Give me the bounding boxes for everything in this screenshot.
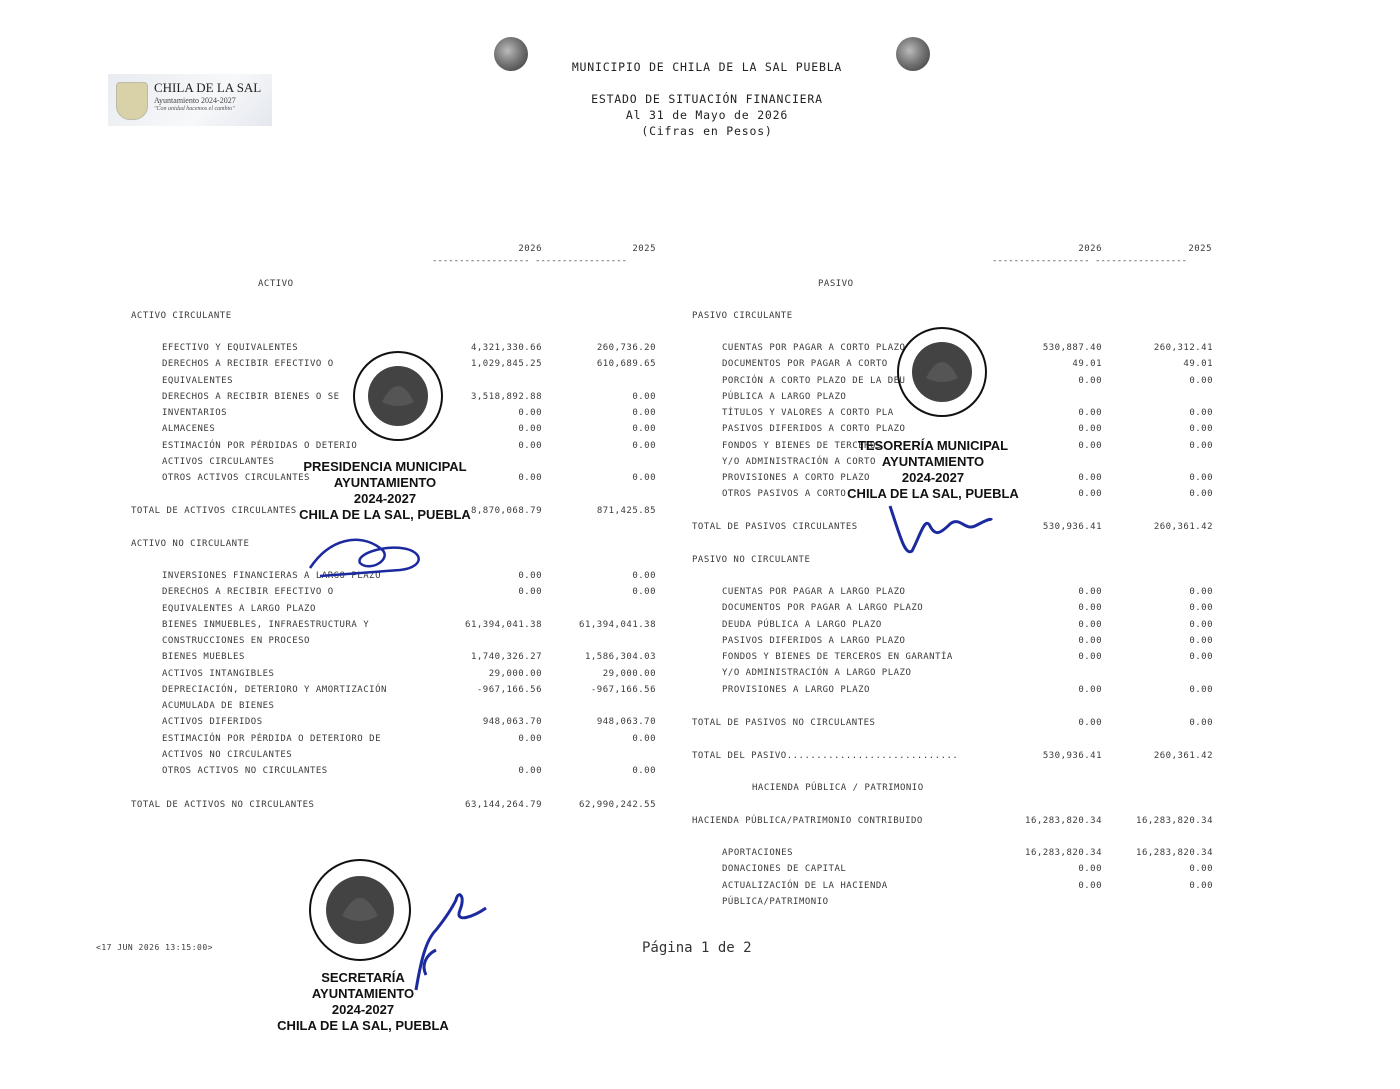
col-divider-left: ------------------ ----------------- [432, 256, 628, 266]
activo-nocirc-row-label: ACTIVOS DIFERIDOS [162, 717, 263, 728]
total-pasivo-label: TOTAL DEL PASIVO............................. [692, 751, 959, 761]
hacienda-row-value-2025: 16,283,820.34 [1136, 848, 1213, 858]
pasivo-nocirc-row-label: Y/O ADMINISTRACIÓN A LARGO PLAZO [722, 668, 912, 679]
signature-secretaria [396, 880, 496, 1000]
pasivo-nocirc-row-value-2025: 0.00 [1189, 684, 1213, 695]
activo-nocirc-row-value-2026: 61,394,041.38 [465, 619, 542, 630]
pasivo-circ-row-value-2026: 0.00 [1078, 424, 1102, 435]
pasivo-circ-row-label: PROVISIONES A CORTO PLAZO [722, 473, 870, 483]
activo-nocirc-row-label: ESTIMACIÓN POR PÉRDIDA O DETERIORO DE [162, 733, 381, 744]
col-year-2026-left: 2026 [518, 244, 542, 254]
activo-nocirc-row-label: EQUIVALENTES A LARGO PLAZO [162, 603, 316, 614]
activo-nocirc-row-label: ACTIVOS NO CIRCULANTES [162, 749, 293, 760]
stamp-tesoreria [838, 438, 1028, 502]
activo-nocirc-row-value-2026: 0.00 [518, 766, 542, 776]
activo-circ-row-value-2025: 0.00 [632, 424, 656, 435]
stamp-line: CHILA DE LA SAL, PUEBLA [277, 1018, 449, 1033]
activo-nocirc-row-label: ACTIVOS INTANGIBLES [162, 668, 275, 679]
stamp-presidencia [290, 459, 480, 523]
stamp-line: CHILA DE LA SAL, PUEBLA [299, 507, 471, 522]
col-year-2025-left: 2025 [632, 244, 656, 254]
pasivo-circ-row-value-2025: 0.00 [1189, 408, 1213, 418]
activo-circ-row-value-2026: 3,518,892.88 [470, 391, 542, 402]
hacienda-row-label: ACTUALIZACIÓN DE LA HACIENDA [722, 880, 888, 891]
logo-motto: "Con unidad hacemos el cambio" [154, 106, 235, 112]
hacienda-row-value-2026: 0.00 [1078, 880, 1102, 891]
logo-subtitle: Ayuntamiento 2024-2027 [154, 96, 236, 105]
activo-circ-row-value-2025: 610,689.65 [596, 359, 656, 370]
activo-circ-row-value-2026: 0.00 [518, 440, 542, 451]
pasivo-circ-row-label: PASIVOS DIFERIDOS A CORTO PLAZO [722, 424, 906, 435]
pasivo-nocirc-row-label: FONDOS Y BIENES DE TERCEROS EN GARANTÍA [722, 652, 953, 662]
pasivo-nocirc-row-value-2025: 0.00 [1189, 619, 1213, 630]
activo-circ-row-value-2026: 4,321,330.66 [470, 343, 542, 353]
activo-nocirc-row-label: BIENES INMUEBLES, INFRAESTRUCTURA Y [162, 619, 370, 630]
total-pasivos-circulantes-2025: 260,361.42 [1153, 522, 1213, 532]
hacienda-row-label: PÚBLICA/PATRIMONIO [722, 896, 829, 907]
pasivo-nocirc-row-label: PASIVOS DIFERIDOS A LARGO PLAZO [722, 635, 906, 646]
stamp-line: AYUNTAMIENTO [333, 475, 437, 490]
pasivo-nocirc-row-value-2026: 0.00 [1078, 684, 1102, 695]
activo-nocirc-row-value-2026: 29,000.00 [488, 668, 542, 679]
pasivo-nocirc-row-value-2026: 0.00 [1078, 652, 1102, 662]
total-pasivos-no-circulantes-label: TOTAL DE PASIVOS NO CIRCULANTES [692, 718, 876, 728]
activo-circ-row-value-2025: 0.00 [632, 473, 656, 483]
total-pasivos-no-circulantes-2025: 0.00 [1189, 718, 1213, 728]
activo-circ-row-label: ESTIMACIÓN POR PÉRDIDAS O DETERIO [162, 440, 358, 451]
pasivo-circ-row-label: OTROS PASIVOS A CORTO [722, 489, 847, 500]
total-pasivos-circulantes-2026: 530,936.41 [1042, 522, 1102, 532]
activo-nocirc-row-value-2026: 1,740,326.27 [470, 652, 542, 663]
print-timestamp: <17 JUN 2026 13:15:00> [96, 943, 213, 952]
total-pasivos-circulantes-label: TOTAL DE PASIVOS CIRCULANTES [692, 522, 858, 532]
activo-circ-row-label: DERECHOS A RECIBIR EFECTIVO O [162, 359, 334, 370]
pasivo-circ-row-value-2025: 0.00 [1189, 440, 1213, 451]
col-divider-right: ------------------ ----------------- [992, 256, 1188, 266]
activo-circ-row-value-2025: 0.00 [632, 408, 656, 418]
activo-heading: ACTIVO [258, 279, 294, 289]
pasivo-circ-row-label: Y/O ADMINISTRACIÓN A CORTO [722, 456, 876, 467]
report-title: ESTADO DE SITUACIÓN FINANCIERA [591, 92, 823, 106]
total-activos-no-circulantes-2026: 63,144,264.79 [465, 800, 542, 810]
pasivo-circ-row-label: FONDOS Y BIENES DE TERCEROS [722, 440, 882, 451]
pasivo-circ-row-label: TÍTULOS Y VALORES A CORTO PLA [722, 408, 894, 418]
hacienda-row-value-2026: 0.00 [1078, 864, 1102, 875]
activo-nocirc-row-label: INVERSIONES FINANCIERAS A LARGO PLAZO [162, 571, 381, 581]
municipio-title: MUNICIPIO DE CHILA DE LA SAL PUEBLA [571, 60, 843, 74]
pasivo-heading: PASIVO [818, 279, 854, 289]
hacienda-row-value-2025: 0.00 [1189, 880, 1213, 891]
col-year-2026-right: 2026 [1078, 244, 1102, 254]
stamp-line: TESORERÍA MUNICIPAL [857, 438, 1009, 453]
signature-tesoreria [880, 496, 1000, 566]
activo-circ-row-value-2025: 260,736.20 [596, 343, 656, 353]
activo-nocirc-row-label: CONSTRUCCIONES EN PROCESO [162, 636, 310, 646]
pasivo-nocirc-row-value-2026: 0.00 [1078, 619, 1102, 630]
col-year-2025-right: 2025 [1188, 244, 1212, 254]
activo-circ-row-label: ACTIVOS CIRCULANTES [162, 456, 275, 467]
activo-nocirc-row-label: DEPRECIACIÓN, DETERIORO Y AMORTIZACIÓN [162, 684, 387, 695]
activo-circ-row-label: EFECTIVO Y EQUIVALENTES [162, 343, 299, 353]
stamp-line: 2024-2027 [901, 470, 965, 485]
activo-nocirc-row-value-2026: 0.00 [518, 733, 542, 744]
pasivo-nocirc-row-label: CUENTAS POR PAGAR A LARGO PLAZO [722, 587, 906, 597]
total-activos-circulantes-label: TOTAL DE ACTIVOS CIRCULANTES [131, 506, 297, 516]
activo-circulante-heading: ACTIVO CIRCULANTE [131, 311, 232, 321]
activo-nocirc-row-value-2025: 948,063.70 [596, 717, 656, 728]
pasivo-circ-row-value-2025: 0.00 [1189, 473, 1213, 483]
activo-nocirc-row-label: BIENES MUEBLES [162, 652, 245, 663]
activo-nocirc-row-value-2025: 0.00 [632, 766, 656, 776]
activo-circ-row-value-2026: 0.00 [518, 473, 542, 483]
pasivo-circ-row-value-2025: 260,312.41 [1153, 343, 1213, 353]
activo-circ-row-value-2026: 0.00 [518, 424, 542, 435]
activo-circ-row-label: DERECHOS A RECIBIR BIENES O SE [162, 391, 340, 402]
pasivo-circ-row-value-2026: 49.01 [1072, 359, 1102, 370]
activo-nocirc-row-value-2026: 0.00 [518, 571, 542, 581]
pasivo-circ-row-value-2026: 0.00 [1078, 408, 1102, 418]
signature-presidencia [300, 528, 440, 588]
stamp-line: AYUNTAMIENTO [311, 986, 415, 1001]
activo-nocirc-row-value-2026: 948,063.70 [482, 717, 542, 728]
activo-circ-row-value-2025: 0.00 [632, 391, 656, 402]
logo-name: CHILA DE LA SAL [154, 80, 262, 95]
activo-nocirc-row-value-2025: 61,394,041.38 [579, 619, 656, 630]
pasivo-circ-row-value-2025: 0.00 [1189, 424, 1213, 435]
activo-circ-row-value-2025: 0.00 [632, 440, 656, 451]
stamp-line: SECRETARÍA [321, 970, 405, 985]
hacienda-contribuido-label: HACIENDA PÚBLICA/PATRIMONIO CONTRIBUIDO [692, 816, 923, 826]
activo-nocirc-row-value-2026: 0.00 [518, 587, 542, 598]
pasivo-circ-row-value-2025: 0.00 [1189, 375, 1213, 386]
activo-nocirc-row-value-2025: 29,000.00 [602, 668, 656, 679]
pasivo-circ-row-value-2025: 49.01 [1183, 359, 1213, 370]
hacienda-heading: HACIENDA PÚBLICA / PATRIMONIO [752, 783, 924, 793]
activo-circ-row-value-2026: 0.00 [518, 408, 542, 418]
pasivo-nocirc-row-value-2025: 0.00 [1189, 652, 1213, 662]
report-date: Al 31 de Mayo de 2026 [625, 108, 789, 122]
pasivo-circ-row-label: DOCUMENTOS POR PAGAR A CORTO [722, 359, 888, 370]
hacienda-contribuido-2025: 16,283,820.34 [1136, 816, 1213, 826]
municipal-logo [108, 74, 272, 126]
activo-nocirc-row-value-2025: 0.00 [632, 571, 656, 581]
pasivo-circ-row-value-2026: 530,887.40 [1042, 343, 1102, 353]
pasivo-nocirc-row-value-2026: 0.00 [1078, 587, 1102, 597]
pasivo-circ-row-value-2025: 0.00 [1189, 489, 1213, 500]
pasivo-nocirc-row-label: DOCUMENTOS POR PAGAR A LARGO PLAZO [722, 603, 924, 614]
activo-circ-row-label: INVENTARIOS [162, 408, 228, 418]
report-units: (Cifras en Pesos) [641, 124, 773, 138]
stamp-line: 2024-2027 [331, 1002, 395, 1017]
activo-nocirc-row-value-2025: 0.00 [632, 733, 656, 744]
pasivo-nocirc-row-value-2026: 0.00 [1078, 603, 1102, 614]
crest-icon [116, 82, 148, 120]
activo-circ-row-label: ALMACENES [162, 424, 216, 435]
page-indicator: Página 1 de 2 [642, 940, 752, 956]
activo-nocirc-row-value-2025: 0.00 [632, 587, 656, 598]
activo-nocirc-row-label: OTROS ACTIVOS NO CIRCULANTES [162, 766, 328, 776]
pasivo-nocirc-row-label: DEUDA PÚBLICA A LARGO PLAZO [722, 619, 882, 630]
stamp-line: PRESIDENCIA MUNICIPAL [303, 459, 467, 474]
total-activos-no-circulantes-label: TOTAL DE ACTIVOS NO CIRCULANTES [131, 800, 315, 810]
total-pasivo-2025: 260,361.42 [1153, 751, 1213, 761]
total-pasivos-no-circulantes-2026: 0.00 [1078, 718, 1102, 728]
activo-nocirc-row-value-2025: -967,166.56 [590, 684, 656, 695]
pasivo-circ-row-label: PÚBLICA A LARGO PLAZO [722, 391, 847, 402]
pasivo-circ-row-value-2026: 0.00 [1078, 375, 1102, 386]
seal-presidencia [352, 350, 444, 442]
pasivo-circulante-heading: PASIVO CIRCULANTE [692, 311, 793, 321]
activo-no-circulante-heading: ACTIVO NO CIRCULANTE [131, 539, 250, 549]
activo-nocirc-row-value-2025: 1,586,304.03 [584, 652, 656, 663]
stamp-line: AYUNTAMIENTO [881, 454, 985, 469]
activo-nocirc-row-label: ACUMULADA DE BIENES [162, 701, 275, 711]
hacienda-row-label: DONACIONES DE CAPITAL [722, 864, 847, 875]
stamp-line: CHILA DE LA SAL, PUEBLA [847, 486, 1019, 501]
pasivo-nocirc-row-value-2025: 0.00 [1189, 603, 1213, 614]
pasivo-nocirc-row-value-2026: 0.00 [1078, 635, 1102, 646]
pasivo-circ-row-value-2026: 0.00 [1078, 440, 1102, 451]
activo-circ-row-label: OTROS ACTIVOS CIRCULANTES [162, 473, 310, 483]
seal-tesoreria [896, 326, 988, 418]
hacienda-row-value-2025: 0.00 [1189, 864, 1213, 875]
hacienda-row-value-2026: 16,283,820.34 [1025, 848, 1102, 858]
pasivo-nocirc-row-label: PROVISIONES A LARGO PLAZO [722, 684, 870, 695]
activo-nocirc-row-value-2026: -967,166.56 [476, 684, 542, 695]
total-pasivo-2026: 530,936.41 [1042, 751, 1102, 761]
pasivo-circ-row-label: PORCIÓN A CORTO PLAZO DE LA DEU [722, 375, 906, 386]
pasivo-nocirc-row-value-2025: 0.00 [1189, 587, 1213, 597]
activo-circ-row-label: EQUIVALENTES [162, 375, 234, 386]
pasivo-nocirc-row-value-2025: 0.00 [1189, 635, 1213, 646]
hacienda-row-label: APORTACIONES [722, 848, 794, 858]
activo-circ-row-value-2026: 1,029,845.25 [470, 359, 542, 370]
total-activos-circulantes-2025: 871,425.85 [596, 506, 656, 516]
total-activos-circulantes-2026: 8,870,068.79 [470, 506, 542, 516]
activo-nocirc-row-label: DERECHOS A RECIBIR EFECTIVO O [162, 587, 334, 598]
total-activos-no-circulantes-2025: 62,990,242.55 [579, 800, 656, 810]
stamp-line: 2024-2027 [353, 491, 417, 506]
pasivo-no-circulante-heading: PASIVO NO CIRCULANTE [692, 555, 811, 565]
pasivo-circ-row-value-2026: 0.00 [1078, 489, 1102, 500]
pasivo-circ-row-label: CUENTAS POR PAGAR A CORTO PLAZO [722, 343, 906, 353]
pasivo-circ-row-value-2026: 0.00 [1078, 473, 1102, 483]
hacienda-contribuido-2026: 16,283,820.34 [1025, 816, 1102, 826]
